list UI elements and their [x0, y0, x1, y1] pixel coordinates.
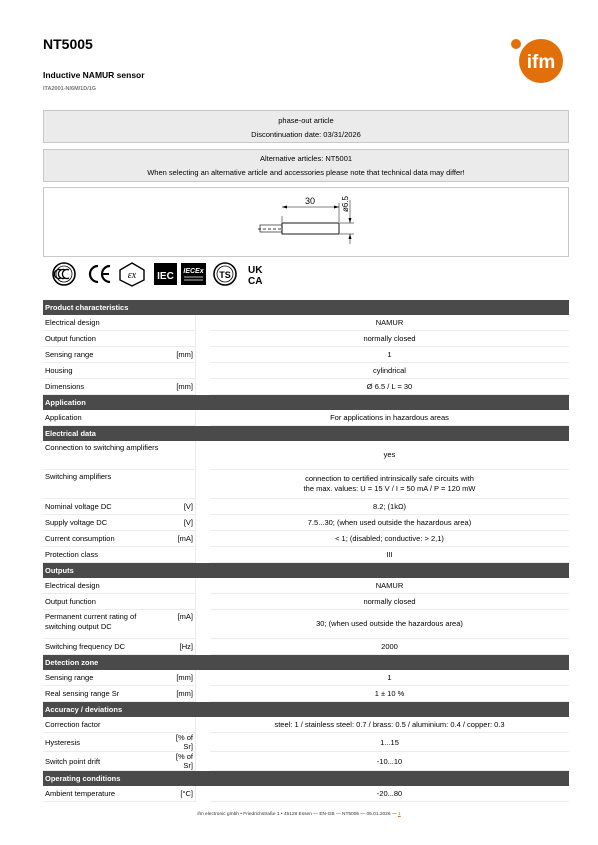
- row-value: yes: [210, 441, 569, 470]
- row-label: Dimensions: [43, 379, 165, 395]
- row-label: Correction factor: [43, 717, 165, 733]
- table-row: [43, 594, 569, 610]
- section-header: [43, 395, 569, 411]
- diameter-dimension: ø6.5: [341, 195, 350, 213]
- row-value: -20...80: [210, 786, 569, 802]
- iecex-icon: [181, 263, 206, 285]
- row-label: Hysteresis: [43, 733, 165, 752]
- row-unit: [°C]: [165, 786, 196, 802]
- page-number-link[interactable]: 1: [397, 812, 401, 817]
- row-label: Application: [43, 410, 165, 426]
- phase-out-notice: [43, 110, 569, 143]
- row-unit: [165, 315, 196, 331]
- iec-icon: [154, 263, 177, 285]
- row-unit: [165, 547, 196, 563]
- section-title: Electrical data: [43, 426, 569, 442]
- table-row: [43, 531, 569, 547]
- ce-icon: [90, 266, 110, 282]
- row-value: 1: [210, 347, 569, 363]
- row-value: 1: [210, 670, 569, 686]
- row-label: Output function: [43, 331, 165, 347]
- table-row: [43, 499, 569, 515]
- technical-data-table: [43, 300, 569, 802]
- row-label: Protection class: [43, 547, 165, 563]
- row-label: Nominal voltage DC: [43, 499, 165, 515]
- table-row: [43, 315, 569, 331]
- table-row: [43, 347, 569, 363]
- footer-text: ifm electronic gmbh • Friedrichstraße 1 • 45128 Essen — EN-GB — NT5005 — 05.01.2026 —: [197, 812, 398, 817]
- alternative-articles: Alternative articles: NT5001: [259, 154, 353, 163]
- row-label: Current consumption: [43, 531, 165, 547]
- ex-icon: [120, 263, 144, 286]
- row-value: NAMUR: [210, 315, 569, 331]
- section-title: Application: [43, 395, 569, 411]
- table-row: [43, 752, 569, 771]
- row-unit: [V]: [165, 499, 196, 515]
- svg-text:TS: TS: [219, 270, 231, 280]
- row-unit: [165, 470, 196, 499]
- table-row: [43, 515, 569, 531]
- row-unit: [Hz]: [165, 639, 196, 655]
- length-dimension: 30: [304, 196, 316, 206]
- table-row: [43, 441, 569, 470]
- row-value-line: the max. values: U = 15 V / I = 50 mA / P = 120 mW: [303, 484, 476, 493]
- row-label: Electrical design: [43, 578, 165, 594]
- section-header: [43, 702, 569, 718]
- table-row: [43, 470, 569, 499]
- section-title: Accuracy / deviations: [43, 702, 569, 718]
- section-title: Operating conditions: [43, 771, 569, 787]
- table-row: [43, 670, 569, 686]
- page-footer: [0, 812, 598, 817]
- row-value: NAMUR: [210, 578, 569, 594]
- dimension-drawing: [43, 187, 569, 257]
- row-value: 1 ± 10 %: [210, 686, 569, 702]
- row-unit: [mA]: [165, 610, 196, 639]
- table-row: [43, 639, 569, 655]
- row-unit: [165, 578, 196, 594]
- row-value: 2000: [210, 639, 569, 655]
- row-label: Electrical design: [43, 315, 165, 331]
- row-unit: [165, 410, 196, 426]
- section-title: Detection zone: [43, 655, 569, 671]
- sensor-drawing: [44, 188, 568, 256]
- row-unit: [mm]: [165, 347, 196, 363]
- row-value: 30; (when used outside the hazardous area): [210, 610, 569, 639]
- row-value: < 1; (disabled; conductive: > 2,1): [210, 531, 569, 547]
- section-header: [43, 563, 569, 579]
- row-label: Supply voltage DC: [43, 515, 165, 531]
- row-value: normally closed: [210, 331, 569, 347]
- ts-icon: [214, 263, 236, 285]
- row-label: Switching frequency DC: [43, 639, 165, 655]
- table-row: [43, 363, 569, 379]
- table-row: [43, 331, 569, 347]
- product-subtitle: Inductive NAMUR sensor: [43, 70, 145, 80]
- row-value: 7.5...30; (when used outside the hazardous area): [210, 515, 569, 531]
- row-value: -10...10: [210, 752, 569, 771]
- table-row: [43, 610, 569, 639]
- section-title: Outputs: [43, 563, 569, 579]
- row-unit: [165, 717, 196, 733]
- row-unit: [mA]: [165, 531, 196, 547]
- row-value: III: [210, 547, 569, 563]
- table-row: [43, 733, 569, 752]
- row-unit: [mm]: [165, 670, 196, 686]
- ifm-logo: [508, 36, 567, 84]
- row-unit: [165, 441, 196, 470]
- row-label: Output function: [43, 594, 165, 610]
- row-label: Sensing range: [43, 670, 165, 686]
- row-unit: [165, 363, 196, 379]
- article-code: ITA2001-N/6M/1D/1G: [43, 86, 97, 92]
- ukca-icon: [248, 265, 263, 287]
- table-row: [43, 686, 569, 702]
- section-header: [43, 426, 569, 442]
- table-row: [43, 379, 569, 395]
- row-label: Permanent current rating of switching output DC: [43, 610, 165, 639]
- row-unit: [% of Sr]: [165, 752, 196, 771]
- row-unit: [165, 331, 196, 347]
- phase-out-label: phase-out article: [278, 116, 334, 125]
- svg-text:IEC: IEC: [157, 271, 174, 282]
- csa-icon: [53, 263, 75, 285]
- svg-text:UK: UK: [248, 265, 263, 276]
- row-unit: [mm]: [165, 686, 196, 702]
- row-value: 8.2; (1kΩ): [210, 499, 569, 515]
- certification-marks: [50, 261, 280, 287]
- row-label: Sensing range: [43, 347, 165, 363]
- page-title: NT5005: [43, 36, 93, 52]
- table-row: [43, 578, 569, 594]
- svg-text:CA: CA: [248, 276, 263, 287]
- logo-text: ifm: [526, 52, 556, 73]
- section-header: [43, 655, 569, 671]
- row-value-line: connection to certified intrinsically safe circuits with: [305, 474, 474, 483]
- svg-text:IECEx: IECEx: [183, 268, 204, 275]
- row-unit: [165, 594, 196, 610]
- row-label: Housing: [43, 363, 165, 379]
- row-value: normally closed: [210, 594, 569, 610]
- row-unit: [V]: [165, 515, 196, 531]
- section-header: [43, 300, 569, 315]
- row-unit: [mm]: [165, 379, 196, 395]
- table-row: [43, 786, 569, 802]
- discontinuation-date: Discontinuation date: 03/31/2026: [251, 130, 361, 139]
- alternatives-note: When selecting an alternative article and accessories please note that technical data may differ!: [147, 168, 465, 177]
- row-value: steel: 1 / stainless steel: 0.7 / brass: 0.5 / aluminium: 0.4 / copper: 0.3: [210, 717, 569, 733]
- row-label: Switching amplifiers: [43, 470, 165, 499]
- row-label: Connection to switching amplifiers: [43, 441, 165, 470]
- section-header: [43, 771, 569, 787]
- row-value: For applications in hazardous areas: [210, 410, 569, 426]
- table-row: [43, 547, 569, 563]
- row-unit: [% of Sr]: [165, 733, 196, 752]
- row-value: cylindrical: [210, 363, 569, 379]
- row-label: Ambient temperature: [43, 786, 165, 802]
- row-value: 1...15: [210, 733, 569, 752]
- alternatives-notice: [43, 149, 569, 182]
- row-label: Real sensing range Sr: [43, 686, 165, 702]
- svg-text:εx: εx: [127, 270, 137, 281]
- row-value: Ø 6.5 / L = 30: [210, 379, 569, 395]
- section-title: Product characteristics: [43, 300, 569, 315]
- table-row: [43, 410, 569, 426]
- row-label: Switch point drift: [43, 752, 165, 771]
- table-row: [43, 717, 569, 733]
- row-value-multiline: [210, 470, 569, 499]
